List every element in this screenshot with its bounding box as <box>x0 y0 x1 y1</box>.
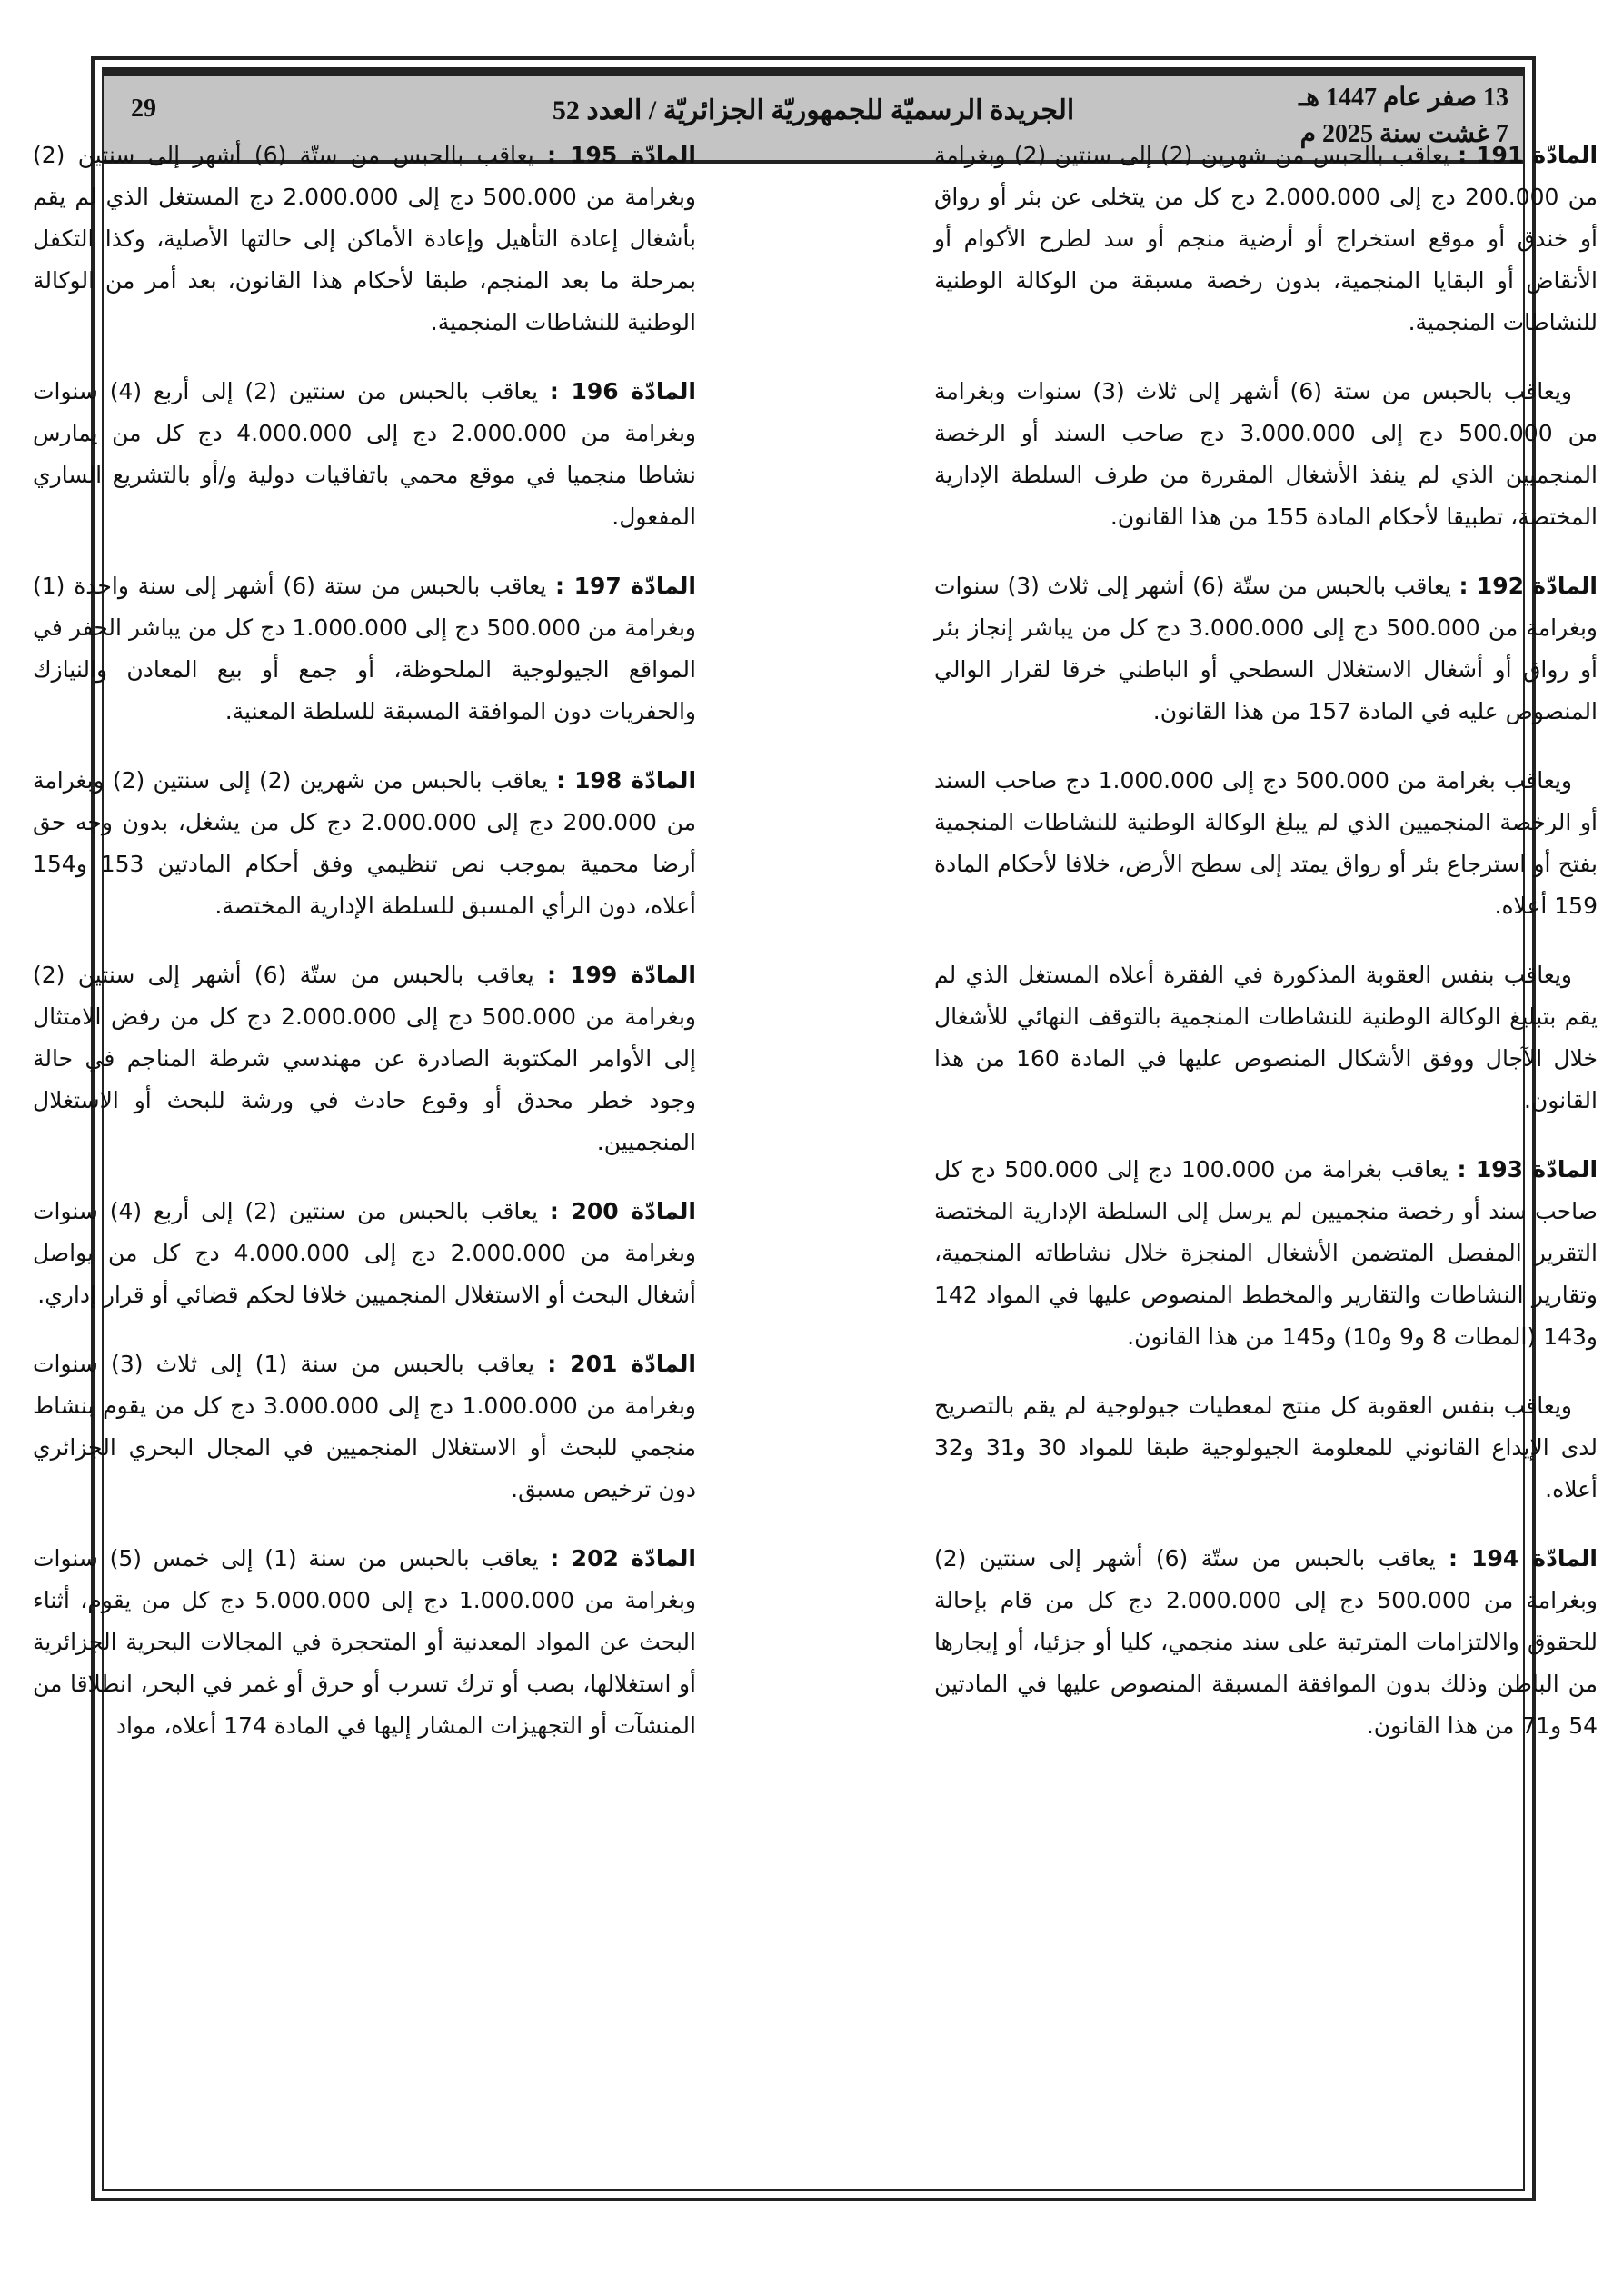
article-text: يعاقب بالحبس من ستّة (6) أشهر إلى سنتين (2) وبغرامة من 500.000 دج إلى 2.000.000 دج المستغل الذي لم يقم بأشغال إعادة التأهيل وإعادة الأماكن إلى حالتها الأصلية، وكذا التكفل بمرحلة ما بعد المنجم، طبقا لأحكام هذا القانون، بعد أمر من الوكالة الوطنية للنشاطات المنجمية. <box>33 142 696 335</box>
article-label: المادّة 194 : <box>1449 1545 1598 1572</box>
continuation-paragraph <box>934 760 1598 927</box>
article-label: المادّة 199 : <box>547 962 697 988</box>
article-label: المادّة 197 : <box>555 573 696 599</box>
article-paragraph <box>934 1149 1598 1358</box>
article-paragraph <box>33 1343 696 1511</box>
continuation-paragraph <box>934 1385 1598 1511</box>
hijri-date: 13 صفر عام 1447 هـ <box>1299 84 1508 112</box>
article-text: يعاقب بالحبس من ستّة (6) أشهر إلى ثلاث (3) سنوات وبغرامة من 500.000 دج إلى 3.000.000 دج كل من يباشر إنجاز بئر أو رواق أو أشغال الاستغلال السطحي أو الباطني خرقا لقرار الوالي المنصوص عليه في المادة 157 من هذا القانون. <box>934 573 1598 724</box>
article-paragraph <box>934 135 1598 344</box>
article-text: يعاقب بالحبس من ستّة (6) أشهر إلى سنتين (2) وبغرامة من 500.000 دج إلى 2.000.000 دج كل من رفض الامتثال إلى الأوامر المكتوبة الصادرة عن مهندسي شرطة المناجم في حالة وجود خطر محدق أو وقوع حادث في ورشة للبحث أو الاستغلال المنجميين. <box>33 962 696 1155</box>
continuation-paragraph <box>934 371 1598 538</box>
article-text: يعاقب بالحبس من شهرين (2) إلى سنتين (2) وبغرامة من 200.000 دج إلى 2.000.000 دج كل من يتخلى عن بئر أو رواق أو خندق أو موقع استخراج أو أرضية منجم أو سد لطرح الأكوام أو الأنقاض أو البقايا المنجمية، بدون رخصة مسبقة من الوكالة الوطنية للنشاطات المنجمية. <box>934 142 1598 335</box>
article-text: يعاقب بالحبس من ستّة (6) أشهر إلى سنتين (2) وبغرامة من 500.000 دج إلى 2.000.000 دج كل من قام بإحالة للحقوق والالتزامات المترتبة على سند منجمي، كليا أو جزئيا، أو إيجارها من الباطن وذلك بدون الموافقة المسبقة المنصوص عليها في المادتين 54 و71 من هذا القانون. <box>934 1545 1598 1739</box>
article-text: ويعاقب بنفس العقوبة كل منتج لمعطيات جيولوجية لم يقم بالتصريح لدى الإيداع القانوني للمعلومة الجيولوجية طبقا للمواد 30 و31 و32 أعلاه. <box>934 1393 1598 1502</box>
article-text: يعاقب بالحبس من ستة (6) أشهر إلى سنة واحدة (1) وبغرامة من 500.000 دج إلى 1.000.000 دج كل من يباشر الحفر في المواقع الجيولوجية الملحوظة، أو جمع أو بيع المعادن والنيازك والحفريات دون الموافقة المسبقة للسلطة المعنية. <box>33 573 696 724</box>
article-text: ويعاقب بغرامة من 500.000 دج إلى 1.000.000 دج صاحب السند أو الرخصة المنجميين الذي لم يبلغ الوكالة الوطنية للنشاطات المنجمية بفتح أو استرجاع بئر أو رواق يمتد إلى سطح الأرض، خلافا لأحكام المادة 159 أعلاه. <box>934 767 1598 919</box>
article-paragraph <box>33 371 696 538</box>
article-label: المادّة 193 : <box>1457 1156 1598 1183</box>
article-label: المادّة 198 : <box>556 767 697 794</box>
gazette-title: الجريدة الرسميّة للجمهوريّة الجزائريّة / العدد 52 <box>552 95 1075 125</box>
gregorian-date: 7 غشت سنة 2025 م <box>1299 120 1508 148</box>
article-paragraph <box>33 760 696 927</box>
left-column <box>33 135 696 1774</box>
article-label: المادّة 201 : <box>547 1351 696 1377</box>
article-paragraph <box>33 1191 696 1316</box>
continuation-paragraph <box>934 954 1598 1122</box>
article-paragraph <box>934 565 1598 733</box>
article-paragraph <box>33 135 696 344</box>
article-text: يعاقب بالحبس من سنتين (2) إلى أربع (4) سنوات وبغرامة من 2.000.000 دج إلى 4.000.000 دج كل من يواصل أشغال البحث أو الاستغلال المنجميين خلافا لحكم قضائي أو قرار إداري. <box>33 1198 697 1308</box>
article-label: المادّة 196 : <box>549 378 696 404</box>
page-number: 29 <box>131 95 156 123</box>
article-text: ويعاقب بنفس العقوبة المذكورة في الفقرة أعلاه المستغل الذي لم يقم بتبليغ الوكالة الوطنية للنشاطات المنجمية بالتوقف النهائي للأشغال خلال الآجال ووفق الأشكال المنصوص عليها في المادة 160 من هذا القانون. <box>934 962 1598 1113</box>
article-label: المادّة 195 : <box>547 142 697 168</box>
article-text: يعاقب بالحبس من سنة (1) إلى خمس (5) سنوات وبغرامة من 1.000.000 دج إلى 5.000.000 دج كل من يقوم، أثناء البحث عن المواد المعدنية أو المتحجرة في المجالات البحرية الجزائرية أو استغلالها، بصب أو ترك تسرب أو حرق أو غمر في البحر، انطلاقا من المنشآت أو التجهيزات المشار إليها في المادة 174 أعلاه، مواد <box>33 1545 696 1739</box>
article-label: المادّة 191 : <box>1458 142 1598 168</box>
article-text: ويعاقب بالحبس من ستة (6) أشهر إلى ثلاث (3) سنوات وبغرامة من 500.000 دج إلى 3.000.000 دج صاحب السند أو الرخصة المنجميين الذي لم ينفذ الأشغال المقررة من طرف السلطة الإدارية المختصة، تطبيقا لأحكام المادة 155 من هذا القانون. <box>934 378 1598 530</box>
article-text: يعاقب بالحبس من سنتين (2) إلى أربع (4) سنوات وبغرامة من 2.000.000 دج إلى 4.000.000 دج كل من يمارس نشاطا منجميا في موقع محمي باتفاقيات دولية و/أو بالتشريع الساري المفعول. <box>33 378 697 530</box>
article-label: المادّة 192 : <box>1459 573 1598 599</box>
article-paragraph <box>33 954 696 1163</box>
article-text: يعاقب بالحبس من سنة (1) إلى ثلاث (3) سنوات وبغرامة من 1.000.000 دج إلى 3.000.000 دج كل من يقوم بنشاط منجمي للبحث أو الاستغلال المنجميين في المجال البحري الجزائري دون ترخيص مسبق. <box>33 1351 696 1502</box>
article-paragraph <box>934 1538 1598 1747</box>
right-column <box>934 135 1598 1774</box>
article-paragraph <box>33 1538 696 1747</box>
article-label: المادّة 202 : <box>550 1545 696 1572</box>
article-text: يعاقب بالحبس من شهرين (2) إلى سنتين (2) وبغرامة من 200.000 دج إلى 2.000.000 دج كل من يشغل، بدون وجه حق أرضا محمية بموجب نص تنظيمي وفق أحكام المادتين 153 و154 أعلاه، دون الرأي المسبق للسلطة الإدارية المختصة. <box>33 767 696 919</box>
article-text: يعاقب بغرامة من 100.000 دج إلى 500.000 دج كل صاحب سند أو رخصة منجميين لم يرسل إلى السلطة الإدارية المختصة التقرير المفصل المتضمن الأشغال المنجزة خلال نشاطاته المنجمية، وتقارير النشاطات والتقارير والمخطط المنصوص عليها في المواد 142 و143 (المطات 8 و9 و10) و145 من هذا القانون. <box>934 1156 1598 1350</box>
article-paragraph <box>33 565 696 733</box>
article-label: المادّة 200 : <box>549 1198 696 1224</box>
